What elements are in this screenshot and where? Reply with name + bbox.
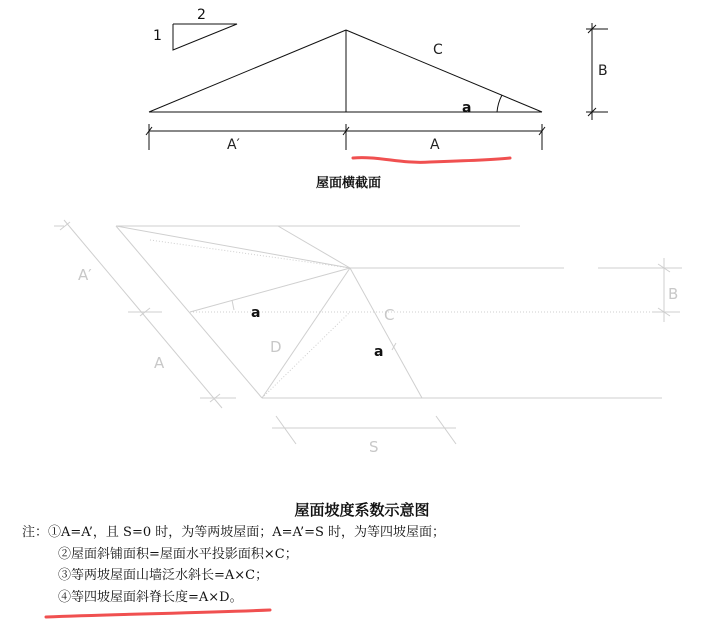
plan-label-angle-1: a — [251, 305, 261, 321]
slope-run-label: 2 — [197, 7, 206, 23]
label-b: B — [598, 63, 608, 79]
label-a-prime: A′ — [227, 137, 240, 153]
label-angle-a: a — [462, 100, 472, 116]
notes-block — [22, 522, 445, 608]
highlight-stroke-a — [353, 158, 510, 163]
plan-label-c: C — [384, 306, 395, 324]
note-item: ④等四坡屋面斜脊长度=A×D。 — [58, 589, 243, 605]
note-row-3 — [22, 565, 445, 587]
cross-section-caption: 屋面横截面 — [316, 176, 382, 191]
note-row-1 — [22, 522, 445, 544]
plan-label-a-prime: A′ — [78, 266, 92, 284]
plan-label-b: B — [668, 285, 679, 303]
note-item: ③等两坡屋面山墙泛水斜长=A×C； — [58, 568, 269, 583]
note-item: ①A=A’，且 S=0 时，为等两坡屋面；A=A’=S 时，为等四坡屋面； — [48, 525, 446, 540]
label-c: C — [433, 42, 443, 58]
plan-label-angle-2: a — [374, 344, 384, 360]
cross-section — [146, 23, 608, 150]
plan-label-a: A — [154, 354, 165, 372]
note-row-4 — [22, 587, 445, 609]
notes-prefix: 注： — [22, 525, 49, 540]
slope-legend-triangle — [173, 24, 237, 50]
slope-rise-label: 1 — [153, 28, 162, 44]
plan-label-s: S — [369, 438, 379, 456]
plan-view — [54, 220, 682, 444]
plan-label-d: D — [270, 338, 282, 356]
label-a: A — [430, 137, 440, 153]
figure-title: 屋面坡度系数示意图 — [294, 501, 430, 519]
highlight-stroke-note4 — [46, 610, 270, 617]
note-item: ②屋面斜铺面积=屋面水平投影面积×C； — [58, 546, 298, 562]
note-row-2 — [22, 544, 445, 566]
